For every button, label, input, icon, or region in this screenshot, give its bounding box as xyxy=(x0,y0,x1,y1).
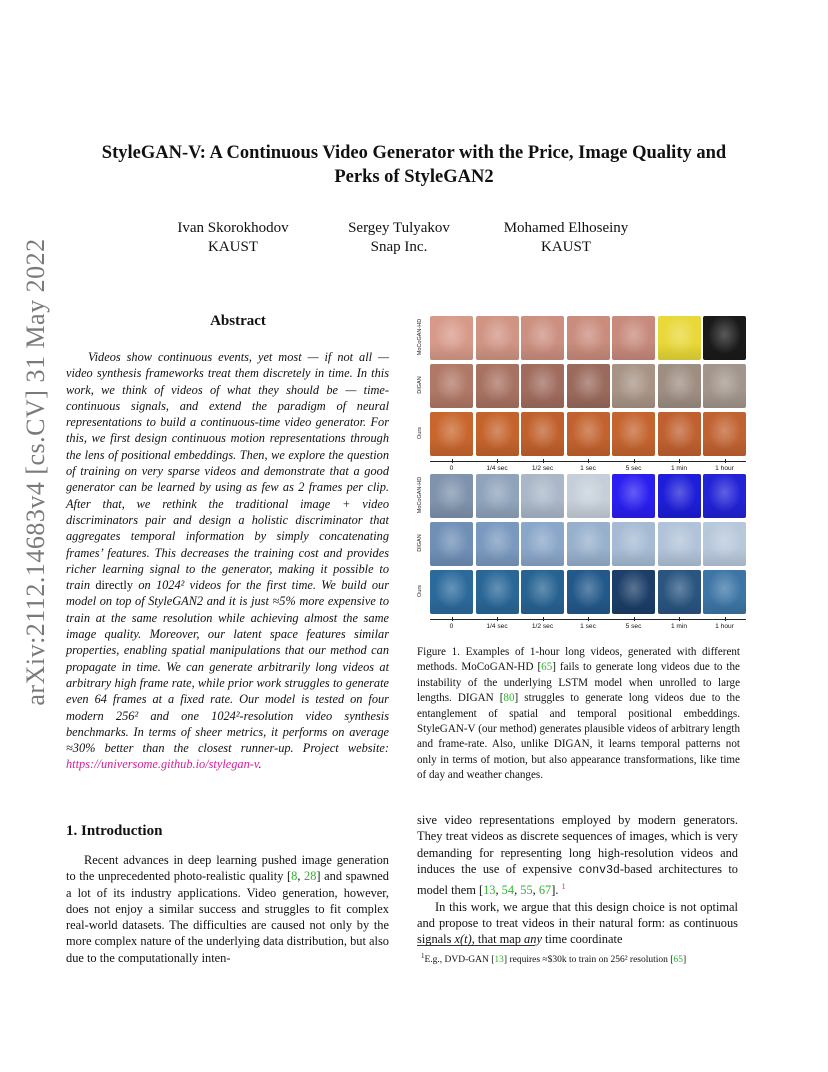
time-tick xyxy=(634,459,635,463)
time-tick xyxy=(497,617,498,621)
video-frame-thumbnail xyxy=(612,570,655,614)
video-frame-thumbnail xyxy=(476,412,519,456)
video-frame-thumbnail xyxy=(612,364,655,408)
time-tick-label: 1/2 sec xyxy=(531,623,554,630)
footnote-text: E.g., DVD-GAN [ xyxy=(424,955,495,966)
time-tick xyxy=(725,617,726,621)
time-tick-label: 1/4 sec xyxy=(486,465,508,472)
citation-link[interactable]: 65 xyxy=(541,661,553,674)
method-row-label: Ours xyxy=(417,585,423,597)
citation-link[interactable]: 67 xyxy=(538,883,552,898)
video-frame-thumbnail xyxy=(703,412,746,456)
video-frame-thumbnail xyxy=(521,364,564,408)
footnote xyxy=(421,950,741,966)
footnote-number: 1 xyxy=(421,952,425,960)
video-frame-thumbnail xyxy=(567,570,610,614)
video-frame-thumbnail xyxy=(612,412,655,456)
author-3 xyxy=(466,219,666,257)
video-frame-thumbnail xyxy=(612,522,655,566)
time-tick-label: 5 sec xyxy=(625,623,642,630)
time-tick-label: 0 xyxy=(449,623,454,630)
body-text: sive video representations employed by modern generators. They treat videos as discrete sequences of images, which is very demanding for representing long high-resolution videos and induces the use of expensive xyxy=(417,813,738,876)
video-frame-thumbnail xyxy=(476,364,519,408)
method-row-label: Ours xyxy=(417,427,423,439)
caption-text: Figure 1. Examples of 1-hour long videos, generated with different methods. MoCoGAN-HD [ xyxy=(417,646,740,674)
time-tick-label: 1 hour xyxy=(715,465,734,472)
time-tick-label: 1 min xyxy=(670,623,688,630)
video-frame-thumbnail xyxy=(521,522,564,566)
abstract-upright-word: directly xyxy=(95,578,134,593)
time-tick-label: 1 sec xyxy=(580,623,596,630)
time-tick-label: 1/2 sec xyxy=(531,465,554,472)
right-paragraph-2 xyxy=(417,899,738,948)
video-frame-thumbnail xyxy=(658,474,701,518)
abstract-end: . xyxy=(258,757,262,772)
video-frame-thumbnail xyxy=(430,364,473,408)
intro-text: Recent advances in deep learning pushed image generation to the unprecedented photo-realistic quality [ xyxy=(66,853,389,884)
video-frame-thumbnail xyxy=(567,474,610,518)
section-heading-introduction: 1. Introduction xyxy=(66,823,163,839)
body-text: ]. xyxy=(551,883,562,898)
author-name: Ivan Skorokhodov xyxy=(177,220,289,236)
time-tick-label: 5 sec xyxy=(625,465,642,472)
figure-1-caption xyxy=(417,645,740,784)
time-tick xyxy=(452,617,453,621)
abstract-text xyxy=(66,349,389,773)
abstract-heading: Abstract xyxy=(210,313,266,329)
citation-link[interactable]: 65 xyxy=(673,955,683,966)
author-name: Mohamed Elhoseiny xyxy=(503,220,629,236)
intro-paragraph xyxy=(66,852,389,966)
method-row-label: DIGAN xyxy=(417,376,423,394)
time-tick xyxy=(452,459,453,463)
method-row-label: MoCoGAN-HD xyxy=(417,476,423,514)
video-frame-thumbnail xyxy=(567,364,610,408)
time-tick-label: 0 xyxy=(449,465,454,472)
footnote-text: ] requires ≈$30k to train on 256² resolution [ xyxy=(503,955,674,966)
video-frame-thumbnail xyxy=(476,316,519,360)
method-row-label: DIGAN xyxy=(417,534,423,552)
code-snippet: conv3d xyxy=(578,863,620,877)
video-frame-thumbnail xyxy=(430,570,473,614)
video-frame-thumbnail xyxy=(703,522,746,566)
video-frame-thumbnail xyxy=(521,316,564,360)
method-row-label: MoCoGAN-HD xyxy=(417,318,423,356)
video-frame-thumbnail xyxy=(703,364,746,408)
footnote-marker[interactable]: 1 xyxy=(561,882,566,892)
time-tick xyxy=(679,617,680,621)
time-tick xyxy=(679,459,680,463)
citation-link[interactable]: 80 xyxy=(503,692,515,705)
video-frame-thumbnail xyxy=(430,522,473,566)
video-frame-thumbnail xyxy=(658,412,701,456)
caption-text: ] struggles to generate long videos due to the entanglement of spatial and temporal positional embeddings. StyleGAN-V (our method) generates plausible videos of arbitrary length and frame-rate. Also, unlike DIGAN, it learns temporal patterns not only in terms of motion, but also appearance transformations, like time of day and weather changes. xyxy=(417,692,740,782)
video-frame-thumbnail xyxy=(658,570,701,614)
citation-link[interactable]: 55 xyxy=(520,883,533,898)
video-frame-thumbnail xyxy=(476,570,519,614)
intro-text: , xyxy=(297,869,305,884)
title-line-2: Perks of StyleGAN2 xyxy=(334,167,494,187)
body-text: , that map xyxy=(471,932,525,947)
video-frame-thumbnail xyxy=(703,474,746,518)
video-frame-thumbnail xyxy=(658,316,701,360)
right-paragraph-1: sive video representations employed by modern generators. They treat videos as discrete sequences of images, which is very demanding for representing long high-resolution videos and induces the use of expensive conv3d-based architectures to model them [13, 54, 55, 67]. $^1$ xyxy=(417,813,738,898)
time-tick xyxy=(588,459,589,463)
author-name: Sergey Tulyakov xyxy=(348,220,450,236)
video-frame-thumbnail xyxy=(521,412,564,456)
body-text: In this work, we argue that this design choice is not optimal and propose to treat videos in their natural form: as continuous signals xyxy=(417,899,738,947)
video-frame-thumbnail xyxy=(612,316,655,360)
video-frame-thumbnail xyxy=(521,474,564,518)
project-website-link[interactable]: https://universome.github.io/stylegan-v xyxy=(66,757,259,772)
paper-title xyxy=(40,141,788,189)
author-affiliation: KAUST xyxy=(540,239,591,255)
video-frame-thumbnail xyxy=(658,364,701,408)
math-expression: x(t) xyxy=(454,932,472,947)
video-frame-thumbnail xyxy=(658,522,701,566)
video-frame-thumbnail xyxy=(430,316,473,360)
abstract-part-2: on 1024² videos for the first time. We build our model on top of StyleGAN2 and it is just ≈5% more expensive to train at the same resolution while achieving almost the same image quality. Moreover, our latent space features similar properties, enabling spatial manipulations that our method can propagate in time. We can generate arbitrarily long videos at arbitrary high frame rate, while prior work struggles to generate even 64 frames at a fixed rate. Our model is tested on four modern 256² and one 1024²-resolution video synthesis benchmarks. In terms of sheer metrics, it performs on average ≈30% better than the closest runner-up. Project website: xyxy=(66,578,389,756)
time-tick xyxy=(543,617,544,621)
body-text: -based architectures to model them [ xyxy=(417,861,738,898)
time-tick xyxy=(725,459,726,463)
video-frame-thumbnail xyxy=(567,316,610,360)
emphasis-text: any xyxy=(524,932,542,947)
video-frame-thumbnail xyxy=(703,316,746,360)
footnote-text: ] xyxy=(682,955,687,966)
time-tick xyxy=(634,617,635,621)
arxiv-stamp-text: arXiv:2112.14683v4 [cs.CV] 31 May 2022 xyxy=(21,238,50,706)
title-line-1: StyleGAN-V: A Continuous Video Generator with the Price, Image Quality and xyxy=(101,143,727,163)
citation-link[interactable]: 28 xyxy=(304,869,317,884)
video-frame-thumbnail xyxy=(476,474,519,518)
caption-text: ] fails to generate long videos due to the instability of the underlying LSTM model when unrolled to large lengths. DIGAN [ xyxy=(417,661,740,705)
figure-1 xyxy=(414,316,744,638)
citation-link[interactable]: 8 xyxy=(291,869,298,884)
time-tick-label: 1 min xyxy=(670,465,688,472)
time-tick-label: 1 hour xyxy=(715,623,734,630)
video-frame-thumbnail xyxy=(430,474,473,518)
time-tick xyxy=(543,459,544,463)
intro-text: ] and spawned a lot of its industry applications. Video generation, however, does not enjoy a similar success and struggles to fit complex real-world datasets. The difficulties are caused not only by the more complex nature of the underlying data distribution, but also due to the computationally inten- xyxy=(66,869,389,965)
time-tick-label: 1/4 sec xyxy=(486,623,508,630)
citation-link[interactable]: 13 xyxy=(483,883,496,898)
author-affiliation: Snap Inc. xyxy=(370,239,428,255)
time-tick-label: 1 sec xyxy=(580,465,596,472)
video-frame-thumbnail xyxy=(476,522,519,566)
citation-link[interactable]: 54 xyxy=(501,883,515,898)
video-frame-thumbnail xyxy=(567,412,610,456)
video-frame-thumbnail xyxy=(612,474,655,518)
right-column-text xyxy=(417,812,738,948)
video-frame-thumbnail xyxy=(521,570,564,614)
citation-link[interactable]: 13 xyxy=(494,955,504,966)
video-frame-thumbnail xyxy=(703,570,746,614)
author-affiliation: KAUST xyxy=(207,239,258,255)
time-tick xyxy=(497,459,498,463)
abstract-part-1: Videos show continuous events, yet most — if not all — video synthesis frameworks treat them discretely in time. In this work, we think of videos of what they should be — time-continuous signals, and extend the paradigm of neural representations to build a continuous-time video generator. For this, we first design continuous motion representations through the lens of positional embeddings. Then, we explore the question of training on very sparse videos and demonstrate that a good generator can be learned by using as few as 2 frames per clip. After that, we rethink the traditional image + video discriminators pair and design a holistic discriminator that aggregates temporal information by simply concatenating frames’ features. This decreases the training cost and provides richer learning signal to the generator, making it possible to train xyxy=(66,350,389,593)
body-text: time coordinate xyxy=(541,932,623,947)
arxiv-stamp xyxy=(12,238,60,706)
footnote-rule xyxy=(417,945,535,946)
video-frame-thumbnail xyxy=(430,412,473,456)
video-frame-thumbnail xyxy=(567,522,610,566)
time-tick xyxy=(588,617,589,621)
